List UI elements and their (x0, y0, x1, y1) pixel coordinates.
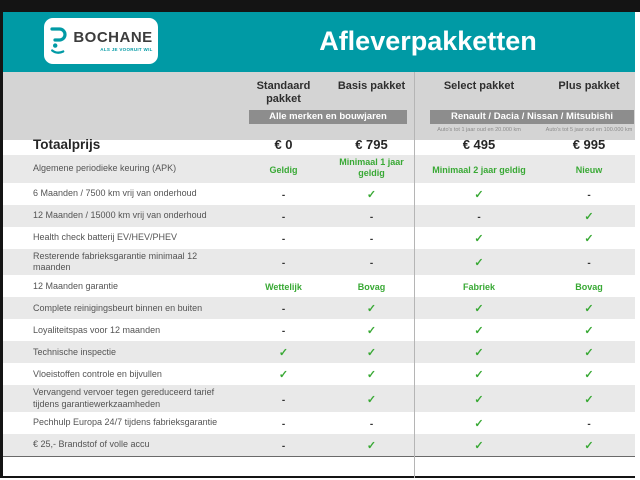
table-row (3, 205, 635, 227)
package-labels-row (3, 80, 635, 106)
feature-value: Geldig (269, 164, 298, 175)
badge-all-brands: Alle merken en bouwjaren (249, 110, 407, 124)
price-standaard: € 0 (274, 137, 293, 153)
dash-icon: - (281, 326, 286, 338)
check-icon: ✓ (474, 417, 484, 430)
price-select: € 495 (462, 137, 496, 153)
table-row (3, 363, 635, 385)
check-icon: ✓ (474, 369, 484, 382)
dash-icon: - (587, 258, 591, 270)
column-header-plus: Plus pakket (558, 80, 620, 92)
bottom-black-bar (3, 476, 635, 478)
check-icon: ✓ (584, 439, 594, 452)
page-header (3, 12, 635, 72)
price-plus: € 995 (572, 137, 606, 153)
dash-icon: - (369, 418, 374, 430)
dash-icon: - (369, 233, 374, 245)
check-icon: ✓ (474, 188, 484, 201)
check-icon: ✓ (474, 232, 484, 245)
column-header-standaard: Standaard pakket (256, 80, 311, 106)
column-header-basis: Basis pakket (337, 80, 406, 92)
table-row (3, 155, 635, 183)
caption-plus-pakket: Auto's tot 5 jaar oud en 100.000 km (545, 127, 633, 134)
dash-icon: - (281, 233, 286, 245)
table-footer-row (3, 456, 635, 476)
dash-icon: - (477, 211, 481, 223)
dash-icon: - (369, 211, 374, 223)
check-icon: ✓ (584, 369, 594, 382)
dash-icon: - (369, 258, 374, 270)
table-row (3, 275, 635, 297)
page-frame (0, 12, 635, 478)
check-icon: ✓ (584, 393, 594, 406)
total-price-label: Totaalprijs (33, 137, 101, 153)
check-icon: ✓ (584, 303, 594, 316)
feature-label: 12 Maanden garantie (33, 280, 119, 291)
check-icon: ✓ (366, 325, 377, 338)
check-icon: ✓ (584, 325, 594, 338)
feature-value: Fabriek (462, 282, 495, 293)
feature-value: Bovag (575, 282, 603, 293)
dash-icon: - (281, 440, 286, 452)
check-icon: ✓ (366, 369, 377, 382)
feature-label: Technische inspectie (33, 346, 117, 357)
feature-label: Health check batterij EV/HEV/PHEV (33, 232, 178, 243)
price-row (3, 137, 635, 152)
check-icon: ✓ (584, 347, 594, 360)
brand-tagline: ALS JE VOORUIT WIL (100, 46, 153, 52)
check-icon: ✓ (278, 369, 289, 382)
check-icon: ✓ (584, 210, 594, 223)
dash-icon: - (281, 304, 286, 316)
bochane-logo (44, 18, 158, 64)
feature-label: € 25,- Brandstof of volle accu (33, 439, 150, 450)
feature-label: Vervangend vervoer tegen gereduceerd tarief tijdens garantiewerkzaamheden (33, 387, 215, 409)
check-icon: ✓ (474, 325, 484, 338)
check-icon: ✓ (366, 347, 377, 360)
feature-label: 12 Maanden / 15000 km vrij van onderhoud (33, 210, 207, 221)
check-icon: ✓ (474, 347, 484, 360)
table-row (3, 341, 635, 363)
dash-icon: - (281, 258, 286, 270)
brand-name: BOCHANE (73, 29, 153, 47)
feature-value: Minimaal 2 jaar geldig (432, 164, 526, 175)
dash-icon: - (587, 418, 591, 430)
feature-label: Vloeistoffen controle en bijvullen (33, 368, 162, 379)
table-header-band (3, 72, 635, 153)
feature-label: 6 Maanden / 7500 km vrij van onderhoud (33, 188, 197, 199)
check-icon: ✓ (474, 439, 484, 452)
feature-value: Wettelijk (265, 282, 302, 293)
dash-icon: - (281, 418, 286, 430)
price-basis: € 795 (355, 137, 388, 153)
badge-row (3, 110, 635, 124)
dash-icon: - (281, 189, 286, 201)
check-icon: ✓ (278, 347, 289, 360)
check-icon: ✓ (474, 303, 484, 316)
dash-icon: - (281, 211, 286, 223)
caption-select-pakket: Auto's tot 1 jaar oud en 20.000 km (437, 127, 521, 134)
feature-value: Bovag (357, 282, 386, 293)
bochane-logo-icon (49, 26, 68, 56)
column-header-select: Select pakket (443, 80, 515, 92)
table-row (3, 412, 635, 434)
table-row (3, 297, 635, 319)
feature-value: Minimaal 1 jaar geldig (339, 157, 404, 178)
table-row (3, 249, 635, 276)
check-icon: ✓ (366, 439, 377, 452)
check-icon: ✓ (366, 303, 377, 316)
check-icon: ✓ (366, 188, 377, 201)
feature-value: Nieuw (575, 164, 603, 175)
check-icon: ✓ (366, 393, 377, 406)
check-icon: ✓ (584, 232, 594, 245)
feature-label: Loyaliteitspas voor 12 maanden (33, 324, 161, 335)
table-row (3, 319, 635, 341)
top-black-bar (0, 0, 640, 12)
feature-label: Algemene periodieke keuring (APK) (33, 163, 177, 174)
logo-text (73, 30, 152, 52)
check-icon: ✓ (474, 393, 484, 406)
check-icon: ✓ (474, 257, 484, 270)
badge-renault-dacia-nissan-mitsubishi: Renault / Dacia / Nissan / Mitsubishi (430, 110, 634, 124)
table-row (3, 227, 635, 249)
table-row (3, 183, 635, 205)
page-title: Afleverpakketten (319, 25, 537, 56)
feature-label: Complete reinigingsbeurt binnen en buiten (33, 302, 203, 313)
caption-row (3, 126, 635, 135)
feature-label: Pechhulp Europa 24/7 tijdens fabrieksgarantie (33, 417, 218, 428)
feature-rows (3, 155, 635, 456)
table-row (3, 434, 635, 456)
dash-icon: - (587, 189, 591, 201)
table-row (3, 385, 635, 412)
dash-icon: - (281, 394, 286, 406)
feature-label: Resterende fabrieksgarantie minimaal 12 maanden (33, 250, 198, 273)
